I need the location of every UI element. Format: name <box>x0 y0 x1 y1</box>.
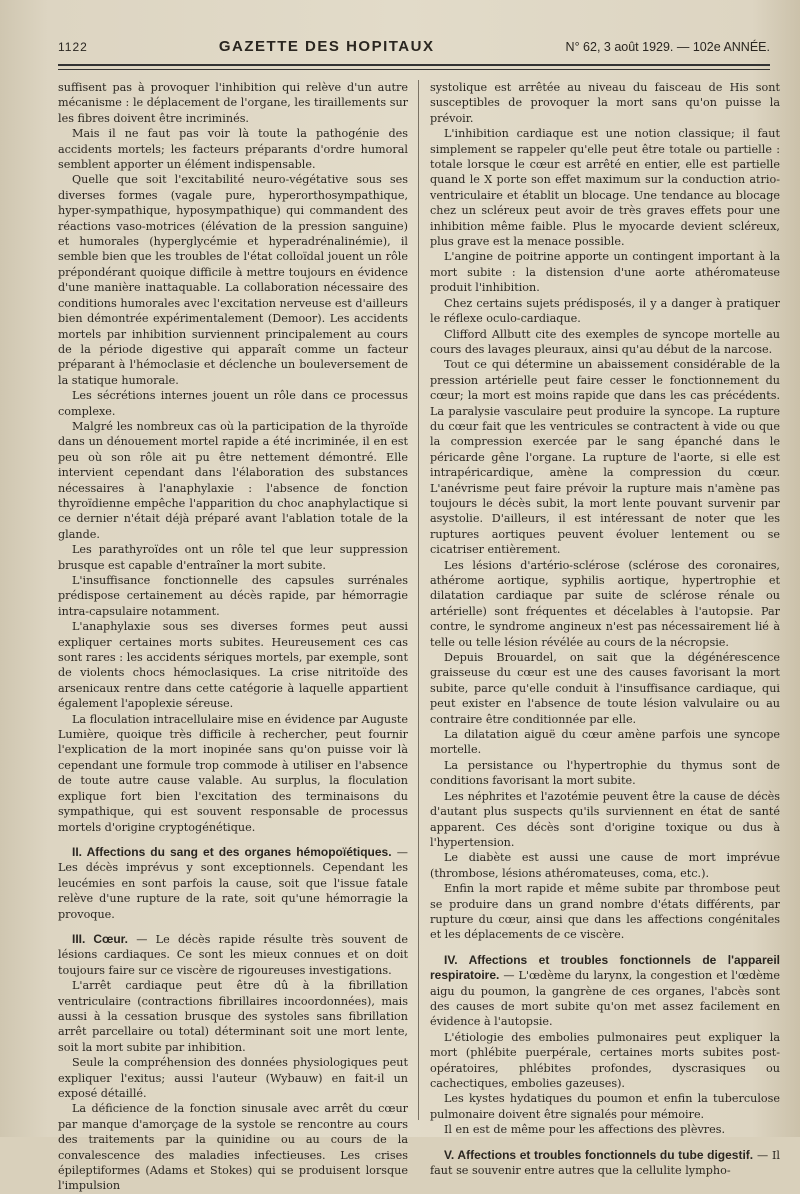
paragraph-text: L'arrêt cardiaque peut être dû à la fibrillation ventriculaire (contractions fibrillaires incoordonnées), mais aussi à la cessation brusque des systoles sans fibrillation arrêt parcellaire ou total) déterminant soit une mort lente, soit la mort subite par inhibition. <box>58 979 408 1054</box>
paragraph <box>58 1055 408 1101</box>
right-column <box>430 80 780 1178</box>
paragraph-text: Les néphrites et l'azotémie peuvent être la cause de décès d'autant plus suspects qu'ils surviennent en état de santé apparent. Ces décès sont d'origine toxique ou dus à l'hypertension. <box>430 789 780 849</box>
paragraph <box>430 727 780 758</box>
paragraph <box>58 80 408 126</box>
paragraph <box>58 978 408 1055</box>
section-heading: IV. Affections et troubles fonctionnels de l'appareil respiratoire. <box>430 952 780 983</box>
paragraph-text: Les kystes hydatiques du poumon et enfin la tuberculose pulmonaire doivent être signalés pour mémoire. <box>430 1092 780 1121</box>
paragraph <box>430 789 780 851</box>
section-heading: III. Cœur. <box>72 931 129 946</box>
paragraph <box>58 542 408 573</box>
paragraph-text: La persistance ou l'hypertrophie du thymus sont de conditions favorisant la mort subite. <box>430 758 780 788</box>
paragraph <box>430 650 780 727</box>
paragraph <box>430 327 780 358</box>
left-column <box>58 80 408 1193</box>
paragraph-text: La déficience de la fonction sinusale avec arrêt du cœur par manque d'amorçage de la systole se rencontre au cours des traitements par la quinidine ou au cours de la convalescence des maladies infectieuses. Les crises épileptiformes (Adams et Stokes) qui se produisent lorsque l'impulsion <box>58 1102 408 1193</box>
section-paragraph <box>430 953 780 1030</box>
paragraph-text: L'inhibition cardiaque est une notion classique; il faut simplement se rappeler qu'elle peut être totale ou partielle : totale lorsque le cœur est arrêté en entier, elle est partielle quand le X porte son effet maximum sur la conduction atrio-ventriculaire et établit un blocage. Une tendance au blocage chez un scléreux peut avoir de très graves effets pour une inhibition même faible. Plus le myocarde devient scléreux, plus grave est la menace possible. <box>430 127 780 249</box>
paragraph <box>58 172 408 388</box>
paragraph-text: Chez certains sujets prédisposés, il y a danger à pratiquer le réflexe oculo-cardiaque. <box>430 296 780 326</box>
paragraph <box>430 1091 780 1122</box>
paragraph-text: Enfin la mort rapide et même subite par thrombose peut se produire dans un grand nombre d'états différents, par rupture du cœur, ainsi que dans les affections congénitales et les déplacements de ce viscère. <box>430 882 780 942</box>
paragraph-text: Tout ce qui détermine un abaissement considérable de la pression artérielle peut faire cesser le fonctionnement du cœur; la mort est moins rapide que dans les cas précédents. La paralysie vasculaire peut produire la syncope. La rupture du cœur fait que les ventricules se contractent à vide ou que la compression exercée par le sang épanché dans le péricarde gêne l'organe. La rupture de l'aorte, si elle est intrapéricardique, amène la compression du cœur. L'anévrisme peut faire prévoir la rupture mais n'amène pas toujours le décès subit, la mort lente pouvant survenir par asystolie. D'ailleurs, il est intéressant de noter que les ruptures aortiques peuvent évoluer lentement ou se cicatriser entièrement. <box>430 358 780 557</box>
paragraph-text: La dilatation aiguë du cœur amène parfois une syncope mortelle. <box>430 728 780 757</box>
paragraph <box>430 558 780 650</box>
paragraph-text: Les lésions d'artério-sclérose (sclérose des coronaires, athérome aortique, syphilis aortique, hypertrophie et dilatation cardiaque par suite de sclérose rénale ou artérielle) sont fréquentes et décelables à l'autopsie. Par contre, le syndrome angineux n'est pas nécessairement lié à telle ou telle lésion révélée au cours de la nécropsie. <box>430 558 780 649</box>
paragraph-text: systolique est arrêtée au niveau du faisceau de His sont susceptibles de provoquer la mort sans qu'on puisse la prévoir. <box>430 81 780 125</box>
paragraph <box>430 881 780 943</box>
paragraph-text: L'angine de poitrine apporte un contingent important à la mort subite : la distension d'une aorte athéromateuse produit l'inhibition. <box>430 250 780 295</box>
paragraph-text: Clifford Allbutt cite des exemples de syncope mortelle au cours des lavages pleuraux, ainsi qu'au début de la narcose. <box>430 327 780 356</box>
section-heading: II. Affections du sang et des organes hémopoïétiques. <box>72 844 392 859</box>
paragraph-text: — Il faut se souvenir entre autres que la cellulite lympho- <box>430 1148 780 1178</box>
section-heading: V. Affections et troubles fonctionnels du tube digestif. <box>444 1147 754 1162</box>
paragraph <box>58 573 408 619</box>
section-paragraph <box>430 1148 780 1179</box>
paragraph-text: L'insuffisance fonctionnelle des capsules surrénales prédispose certainement au décès rapide, par hémorragie intra-capsulaire notamment. <box>58 574 408 618</box>
header-rule-thin <box>58 69 770 70</box>
paragraph <box>430 1030 780 1092</box>
paragraph <box>430 249 780 295</box>
paragraph-text: Depuis Brouardel, on sait que la dégénérescence graisseuse du cœur est une des causes favorisant la mort subite, parce qu'elle conduit à l'insuffisance cardiaque, qui peut exister en l'absence de toute lésion valvulaire ou au contraire être conditionnée par elle. <box>430 651 780 726</box>
paragraph-text: Malgré les nombreux cas où la participation de la thyroïde dans un dénouement mortel rapide a été incriminée, il en est peu où son rôle ait pu être nettement démontré. Elle intervient cependant dans l'élaboration des substances nécessaires à l'anaphylaxie : l'absence de fonction thyroïdienne empêche l'apparition du choc anaphylactique si ce dernier n'était déjà préparé avant l'ablation totale de la glande. <box>58 419 408 541</box>
section-paragraph <box>58 932 408 978</box>
paragraph-text: Quelle que soit l'excitabilité neuro-végétative sous ses diverses formes (vagale pure, hyperorthosympathique, hyper-sympathique, hyposympathique) qui commandent des réactions vaso-motrices (élévation de la pression sanguine) et humorales (hyperglycémie et hyperadrénalinémie), il semble bien que les troubles de l'état colloïdal jouent un rôle prépondérant quoique difficile à mettre toujours en évidence d'une manière inattaquable. La collaboration nécessaire des conditions humorales avec l'excitation nerveuse est d'ailleurs bien démontrée expérimentalement (Demoor). Les accidents mortels par inhibition surviennent principalement au cours de la période digestive qui apparaît comme un facteur préparant à l'hémoclasie et déclenche un bouleversement de la statique humorale. <box>58 173 408 387</box>
paragraph <box>58 419 408 542</box>
paragraph <box>58 388 408 419</box>
header-rule-thick <box>58 64 770 66</box>
paragraph-text: Les sécrétions internes jouent un rôle dans ce processus complexe. <box>58 389 408 418</box>
page-number: 1122 <box>58 40 88 54</box>
paragraph <box>58 619 408 711</box>
text-columns <box>58 80 780 1193</box>
paragraph-text: Seule la compréhension des données physiologiques peut expliquer l'exitus; aussi l'auteur (Wybauw) en fait-il un exposé détaillé. <box>58 1056 408 1100</box>
paragraph <box>58 126 408 172</box>
paragraph-text: — Le décès rapide résulte très souvent de lésions cardiaques. Ce sont les mieux connues et on doit toujours faire sur ce viscère de rigoureuses investigations. <box>58 932 408 977</box>
paragraph <box>430 296 780 327</box>
paragraph-text: Il en est de même pour les affections des plèvres. <box>444 1123 726 1137</box>
paragraph-text: Les parathyroïdes ont un rôle tel que leur suppression brusque est capable d'entraîner la mort subite. <box>58 543 408 572</box>
paragraph-text: La floculation intracellulaire mise en évidence par Auguste Lumière, quoique très difficile à rechercher, peut fournir l'explication de la mort inopinée sans qu'on puisse voir là cependant une formule trop commode à utiliser en l'absence de toute autre cause valable. Au surplus, la floculation explique fort bien l'excitation des terminaisons du sympathique, qui est souvent responsable de processus mortels d'origine cryptogénétique. <box>58 712 408 834</box>
paragraph-text: Mais il ne faut pas voir là toute la pathogénie des accidents mortels; les facteurs préparants d'ordre humoral semblent apporter un élément indispensable. <box>58 127 408 172</box>
paragraph-text: Le diabète est aussi une cause de mort imprévue (thrombose, lésions athéromateuses, coma, etc.). <box>430 851 780 880</box>
paragraph-text: — L'œdème du larynx, la congestion et l'œdème aigu du poumon, la gangrène de ces organes, l'abcès sont des causes de mort subite qu'on met assez facilement en évidence à l'autopsie. <box>430 969 780 1029</box>
paragraph <box>430 357 780 557</box>
paragraph-text: L'étiologie des embolies pulmonaires peut expliquer la mort (phlébite puerpérale, certaines morts subites post-opératoires, phlébites profondes, dyscrasiques ou cachectiques, embolies gazeuses). <box>430 1030 780 1090</box>
paragraph-text: L'anaphylaxie sous ses diverses formes peut aussi expliquer certaines morts subites. Heureusement ces cas sont rares : les accidents sériques mortels, par exemple, sont de violents chocs hémoclasiques. La crise nitritoïde des arsenicaux rentre dans cette catégorie à laquelle appartient également l'apoplexie séreuse. <box>58 620 408 711</box>
paragraph <box>58 712 408 835</box>
section-paragraph <box>58 845 408 922</box>
journal-title: GAZETTE DES HOPITAUX <box>218 38 435 55</box>
paragraph <box>430 126 780 249</box>
paragraph-text: suffisent pas à provoquer l'inhibition qui relève d'un autre mécanisme : le déplacement de l'organe, les tiraillements sur les fibres doivent être incriminés. <box>58 81 408 125</box>
issue-info: N° 62, 3 août 1929. — 102e ANNÉE. <box>565 40 770 54</box>
paragraph <box>430 850 780 881</box>
paragraph <box>430 1122 780 1137</box>
page-header <box>58 38 770 62</box>
paragraph <box>58 1101 408 1193</box>
paragraph-text: — Les décès imprévus y sont exceptionnels. Cependant les leucémies en sont parfois la cause, soit que l'issue fatale relève d'une rupture de la rate, soit qu'une hémorragie la provoque. <box>58 845 408 921</box>
column-divider <box>418 80 419 1120</box>
paragraph <box>430 80 780 126</box>
paragraph <box>430 758 780 789</box>
